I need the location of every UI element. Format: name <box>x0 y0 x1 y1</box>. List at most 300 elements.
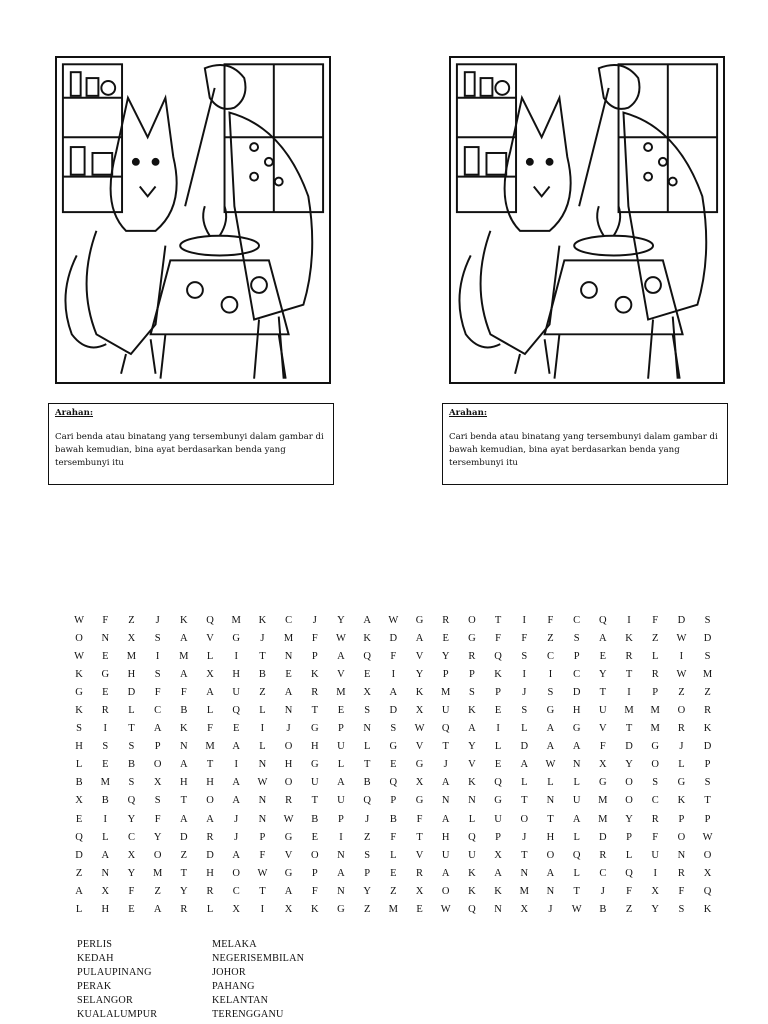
grid-letter: W <box>702 831 713 843</box>
grid-letter: C <box>573 668 581 680</box>
grid-letter: N <box>337 849 345 861</box>
grid-letter: F <box>154 813 161 825</box>
grid-letter: A <box>468 723 476 735</box>
grid-letter: O <box>677 705 686 717</box>
grid-letter: R <box>416 867 424 879</box>
grid-letter: G <box>572 723 581 735</box>
grid-letter: A <box>441 867 450 879</box>
grid-letter: T <box>416 831 423 843</box>
grid-letter: V <box>415 650 424 662</box>
grid-letter: A <box>337 867 345 879</box>
grid-letter: K <box>180 723 188 735</box>
grid-letter: R <box>677 867 685 879</box>
grid-letter: T <box>521 849 528 861</box>
grid-letter: G <box>415 759 424 771</box>
grid-letter: N <box>258 795 267 807</box>
grid-letter: E <box>128 904 135 916</box>
grid-letter: Z <box>652 632 659 644</box>
grid-letter: J <box>679 741 684 753</box>
grid-letter: X <box>703 867 712 879</box>
grid-letter: A <box>337 650 345 662</box>
grid-letter: Z <box>704 686 711 698</box>
grid-letter: X <box>232 904 241 916</box>
grid-letter: C <box>573 614 581 626</box>
grid-letter: Z <box>390 885 397 897</box>
grid-letter: H <box>284 759 293 771</box>
grid-letter: Q <box>468 904 476 916</box>
grid-letter: E <box>233 723 240 735</box>
grid-letter: E <box>285 668 292 680</box>
grid-letter: B <box>127 759 135 771</box>
word-search-grid <box>66 611 721 919</box>
grid-letter: S <box>102 741 109 753</box>
grid-letter: N <box>572 759 581 771</box>
grid-letter: Y <box>415 668 424 680</box>
grid-letter: C <box>651 795 659 807</box>
grid-letter: R <box>468 650 476 662</box>
grid-letter: G <box>677 777 686 789</box>
grid-letter: V <box>415 741 424 753</box>
word-list-item: TERENGGANU <box>212 1009 284 1021</box>
word-list-item: KEDAH <box>77 953 114 965</box>
grid-letter: J <box>522 686 527 698</box>
grid-letter: R <box>651 813 659 825</box>
grid-letter: O <box>206 795 214 807</box>
grid-letter: I <box>653 867 657 879</box>
instruction-text: Cari benda atau binatang yang tersembunyi dalam gambar di bawah kemudian, bina ayat berdasarkan benda yang tersembunyi itu <box>449 432 718 468</box>
grid-letter: P <box>573 650 580 662</box>
grid-letter: T <box>573 885 580 897</box>
grid-letter: I <box>260 723 265 735</box>
grid-letter: D <box>677 614 686 626</box>
grid-letter: K <box>310 668 319 680</box>
grid-letter: E <box>390 759 397 771</box>
grid-letter: F <box>390 650 397 662</box>
grid-letter: E <box>102 650 109 662</box>
grid-letter: K <box>468 705 476 717</box>
grid-letter: L <box>494 741 502 753</box>
grid-letter: H <box>310 741 319 753</box>
grid-row <box>66 629 721 647</box>
grid-letter: D <box>520 741 529 753</box>
grid-letter: X <box>415 705 424 717</box>
grid-letter: S <box>704 650 711 662</box>
grid-letter: F <box>259 849 266 861</box>
grid-letter: Q <box>363 650 371 662</box>
grid-letter: S <box>128 741 135 753</box>
word-list-item: NEGERISEMBILAN <box>212 953 305 965</box>
grid-letter: A <box>441 813 450 825</box>
grid-letter: F <box>128 885 135 897</box>
grid-letter: M <box>598 813 608 825</box>
grid-letter: A <box>572 741 581 753</box>
instruction-title: Arahan: <box>55 408 94 418</box>
grid-letter: D <box>703 741 712 753</box>
grid-letter: D <box>703 632 712 644</box>
grid-letter: A <box>232 741 241 753</box>
grid-letter: O <box>75 632 83 644</box>
grid-letter: P <box>495 831 502 843</box>
grid-letter: P <box>704 813 711 825</box>
grid-letter: C <box>285 614 293 626</box>
grid-letter: F <box>626 885 632 897</box>
grid-letter: F <box>652 831 659 843</box>
grid-letter: E <box>337 705 345 717</box>
grid-row <box>66 810 721 828</box>
grid-letter: X <box>651 885 660 897</box>
grid-letter: Y <box>363 885 371 897</box>
grid-letter: Z <box>547 632 554 644</box>
grid-letter: U <box>572 795 581 807</box>
grid-letter: P <box>154 741 161 753</box>
grid-letter: Y <box>180 885 188 897</box>
grid-letter: L <box>259 741 266 753</box>
grid-letter: T <box>625 723 633 735</box>
grid-letter: M <box>336 686 346 698</box>
grid-letter: J <box>260 632 265 644</box>
grid-letter: S <box>128 777 135 789</box>
grid-letter: Y <box>625 759 633 771</box>
grid-letter: D <box>180 831 188 843</box>
grid-letter: N <box>494 904 502 916</box>
grid-letter: O <box>625 795 633 807</box>
grid-letter: N <box>441 795 450 807</box>
grid-letter: P <box>259 831 266 843</box>
grid-row <box>66 756 721 774</box>
grid-letter: Q <box>127 795 136 807</box>
grid-letter: L <box>573 831 580 843</box>
grid-letter: N <box>180 741 188 753</box>
grid-letter: Y <box>599 668 607 680</box>
grid-letter: T <box>180 867 188 879</box>
grid-letter: X <box>284 904 293 916</box>
grid-letter: A <box>599 632 607 644</box>
grid-letter: S <box>468 686 475 698</box>
word-list-item: PERLIS <box>77 939 113 950</box>
grid-letter: G <box>284 831 293 843</box>
grid-letter: I <box>496 723 500 735</box>
grid-letter: S <box>547 686 554 698</box>
grid-letter: E <box>494 705 502 717</box>
grid-letter: M <box>598 795 608 807</box>
grid-letter: U <box>337 795 345 807</box>
word-list-item: PULAUPINANG <box>77 967 152 979</box>
grid-letter: I <box>391 668 396 680</box>
grid-letter: E <box>102 686 109 698</box>
grid-letter: M <box>283 632 294 644</box>
grid-letter: Z <box>180 849 188 861</box>
grid-letter: O <box>284 777 293 789</box>
grid-letter: B <box>311 813 319 825</box>
grid-letter: J <box>443 759 448 771</box>
grid-letter: I <box>627 686 631 698</box>
grid-letter: C <box>154 705 162 717</box>
grid-letter: K <box>703 723 712 735</box>
grid-letter: P <box>678 813 685 825</box>
grid-letter: W <box>74 614 85 626</box>
grid-letter: K <box>677 795 686 807</box>
grid-letter: X <box>599 759 607 771</box>
grid-letter: L <box>521 777 528 789</box>
grid-letter: E <box>442 632 449 644</box>
grid-letter: R <box>599 849 607 861</box>
grid-letter: O <box>625 777 633 789</box>
grid-letter: M <box>231 614 241 626</box>
grid-letter: Q <box>599 614 607 626</box>
grid-letter: M <box>152 867 163 879</box>
grid-row <box>66 774 721 792</box>
grid-letter: A <box>284 885 293 897</box>
grid-letter: I <box>522 614 527 626</box>
grid-letter: G <box>232 632 241 644</box>
grid-letter: S <box>154 668 161 680</box>
grid-row <box>66 864 721 882</box>
grid-letter: E <box>311 831 318 843</box>
grid-letter: N <box>546 885 555 897</box>
grid-letter: L <box>128 705 135 717</box>
grid-letter: L <box>206 650 214 662</box>
grid-letter: Y <box>651 904 660 916</box>
grid-letter: H <box>232 668 241 680</box>
grid-letter: W <box>571 904 582 916</box>
word-list-item: JOHOR <box>212 967 246 979</box>
grid-row <box>66 901 721 919</box>
grid-letter: I <box>679 650 684 662</box>
grid-letter: D <box>75 849 83 861</box>
grid-letter: M <box>702 668 713 680</box>
grid-letter: M <box>650 723 660 735</box>
grid-letter: G <box>75 686 83 698</box>
grid-letter: N <box>363 723 371 735</box>
grid-letter: E <box>363 668 371 680</box>
grid-letter: A <box>546 867 555 879</box>
grid-letter: A <box>180 632 188 644</box>
grid-letter: L <box>521 723 528 735</box>
grid-letter: W <box>676 632 687 644</box>
grid-letter: G <box>415 614 424 626</box>
grid-letter: Q <box>703 885 712 897</box>
grid-letter: Q <box>625 867 633 879</box>
grid-letter: N <box>337 885 345 897</box>
grid-letter: H <box>572 705 581 717</box>
grid-letter: M <box>126 650 137 662</box>
grid-letter: R <box>311 686 319 698</box>
grid-letter: K <box>625 632 633 644</box>
grid-letter: E <box>102 759 109 771</box>
grid-letter: N <box>258 813 267 825</box>
grid-letter: R <box>285 795 293 807</box>
grid-letter: A <box>572 813 581 825</box>
grid-letter: H <box>206 867 214 879</box>
grid-letter: Q <box>572 849 581 861</box>
grid-letter: L <box>652 650 659 662</box>
grid-letter: A <box>546 741 555 753</box>
grid-letter: S <box>678 904 685 916</box>
grid-letter: V <box>599 723 607 735</box>
grid-letter: F <box>652 614 659 626</box>
grid-letter: N <box>101 867 110 879</box>
grid-letter: K <box>468 777 476 789</box>
grid-letter: G <box>310 723 319 735</box>
grid-row <box>66 738 721 756</box>
grid-letter: G <box>546 705 555 717</box>
grid-letter: L <box>625 849 633 861</box>
grid-letter: P <box>390 795 397 807</box>
grid-letter: A <box>415 632 424 644</box>
grid-letter: Y <box>153 831 162 843</box>
grid-letter: N <box>546 795 555 807</box>
grid-letter: Z <box>363 831 371 843</box>
grid-letter: J <box>548 904 553 916</box>
grid-letter: O <box>520 813 529 825</box>
grid-letter: Z <box>259 686 266 698</box>
grid-letter: A <box>520 759 529 771</box>
grid-letter: R <box>101 705 109 717</box>
grid-letter: R <box>180 904 188 916</box>
grid-letter: U <box>441 705 450 717</box>
grid-letter: O <box>232 867 241 879</box>
grid-letter: X <box>206 668 214 680</box>
grid-letter: I <box>339 831 343 843</box>
grid-letter: N <box>258 759 267 771</box>
grid-letter: J <box>312 614 317 626</box>
grid-letter: E <box>75 813 83 825</box>
grid-letter: K <box>468 885 476 897</box>
grid-letter: J <box>234 813 239 825</box>
grid-letter: T <box>311 705 318 717</box>
grid-letter: D <box>389 705 398 717</box>
grid-letter: T <box>259 650 266 662</box>
grid-letter: M <box>205 741 215 753</box>
grid-letter: B <box>599 904 607 916</box>
grid-letter: M <box>179 650 189 662</box>
grid-letter: O <box>468 614 476 626</box>
grid-letter: E <box>494 759 502 771</box>
grid-letter: G <box>494 795 502 807</box>
grid-letter: V <box>337 668 345 680</box>
grid-letter: A <box>494 867 502 879</box>
grid-letter: P <box>442 668 449 680</box>
grid-letter: F <box>311 632 318 644</box>
illustration-left <box>55 56 331 384</box>
grid-letter: K <box>494 668 502 680</box>
grid-letter: Q <box>441 723 450 735</box>
grid-letter: J <box>522 831 527 843</box>
grid-letter: X <box>415 777 424 789</box>
grid-letter: L <box>206 705 214 717</box>
grid-letter: F <box>180 686 187 698</box>
grid-letter: A <box>232 849 241 861</box>
grid-letter: L <box>206 904 214 916</box>
grid-letter: U <box>599 705 607 717</box>
grid-letter: C <box>546 650 554 662</box>
grid-letter: J <box>155 614 160 626</box>
grid-letter: K <box>258 614 267 626</box>
grid-letter: Q <box>494 650 502 662</box>
grid-letter: S <box>521 705 528 717</box>
grid-letter: R <box>206 831 214 843</box>
grid-letter: P <box>338 813 344 825</box>
grid-letter: Q <box>75 831 83 843</box>
grid-letter: H <box>441 831 450 843</box>
grid-letter: F <box>547 614 554 626</box>
grid-letter: A <box>232 795 241 807</box>
grid-letter: Z <box>625 904 633 916</box>
grid-letter: I <box>522 668 527 680</box>
grid-letter: L <box>468 813 476 825</box>
grid-letter: W <box>257 777 268 789</box>
grid-letter: W <box>74 650 85 662</box>
grid-letter: U <box>310 777 319 789</box>
grid-letter: F <box>521 632 528 644</box>
grid-letter: I <box>548 668 553 680</box>
grid-letter: A <box>153 723 162 735</box>
grid-letter: D <box>206 849 214 861</box>
grid-letter: Z <box>154 885 161 897</box>
grid-letter: P <box>495 686 502 698</box>
grid-letter: X <box>101 885 110 897</box>
grid-letter: X <box>494 849 502 861</box>
grid-letter: T <box>180 795 188 807</box>
grid-letter: N <box>101 632 110 644</box>
grid-letter: A <box>546 723 555 735</box>
grid-letter: K <box>494 885 502 897</box>
grid-letter: T <box>206 759 214 771</box>
grid-letter: A <box>180 668 188 680</box>
grid-letter: G <box>651 741 660 753</box>
grid-letter: M <box>650 705 660 717</box>
grid-letter: L <box>337 759 345 771</box>
grid-letter: G <box>284 867 293 879</box>
grid-letter: U <box>337 741 345 753</box>
grid-letter: C <box>599 867 607 879</box>
grid-letter: N <box>284 650 293 662</box>
grid-letter: Q <box>389 777 398 789</box>
grid-letter: Z <box>678 686 685 698</box>
grid-letter: G <box>337 904 345 916</box>
grid-letter: F <box>102 614 109 626</box>
grid-row <box>66 828 721 846</box>
grid-letter: K <box>363 632 371 644</box>
grid-letter: Z <box>363 904 371 916</box>
grid-letter: E <box>390 867 397 879</box>
grid-letter: D <box>127 686 136 698</box>
grid-letter: O <box>153 849 162 861</box>
grid-letter: S <box>573 632 580 644</box>
grid-letter: X <box>520 904 529 916</box>
grid-letter: A <box>75 885 83 897</box>
grid-letter: Z <box>128 614 135 626</box>
grid-letter: O <box>153 759 162 771</box>
grid-letter: A <box>206 813 214 825</box>
grid-letter: T <box>311 795 318 807</box>
grid-letter: O <box>310 849 319 861</box>
grid-letter: I <box>234 650 238 662</box>
grid-letter: A <box>284 686 293 698</box>
grid-letter: E <box>416 904 423 916</box>
instruction-box-left <box>48 403 334 485</box>
grid-letter: H <box>101 904 110 916</box>
grid-letter: K <box>180 614 188 626</box>
grid-letter: U <box>651 849 660 861</box>
grid-letter: B <box>101 795 109 807</box>
grid-letter: A <box>180 759 188 771</box>
grid-letter: L <box>547 777 554 789</box>
grid-letter: T <box>625 668 633 680</box>
grid-letter: W <box>257 867 268 879</box>
grid-letter: R <box>677 723 685 735</box>
grid-letter: K <box>415 686 424 698</box>
